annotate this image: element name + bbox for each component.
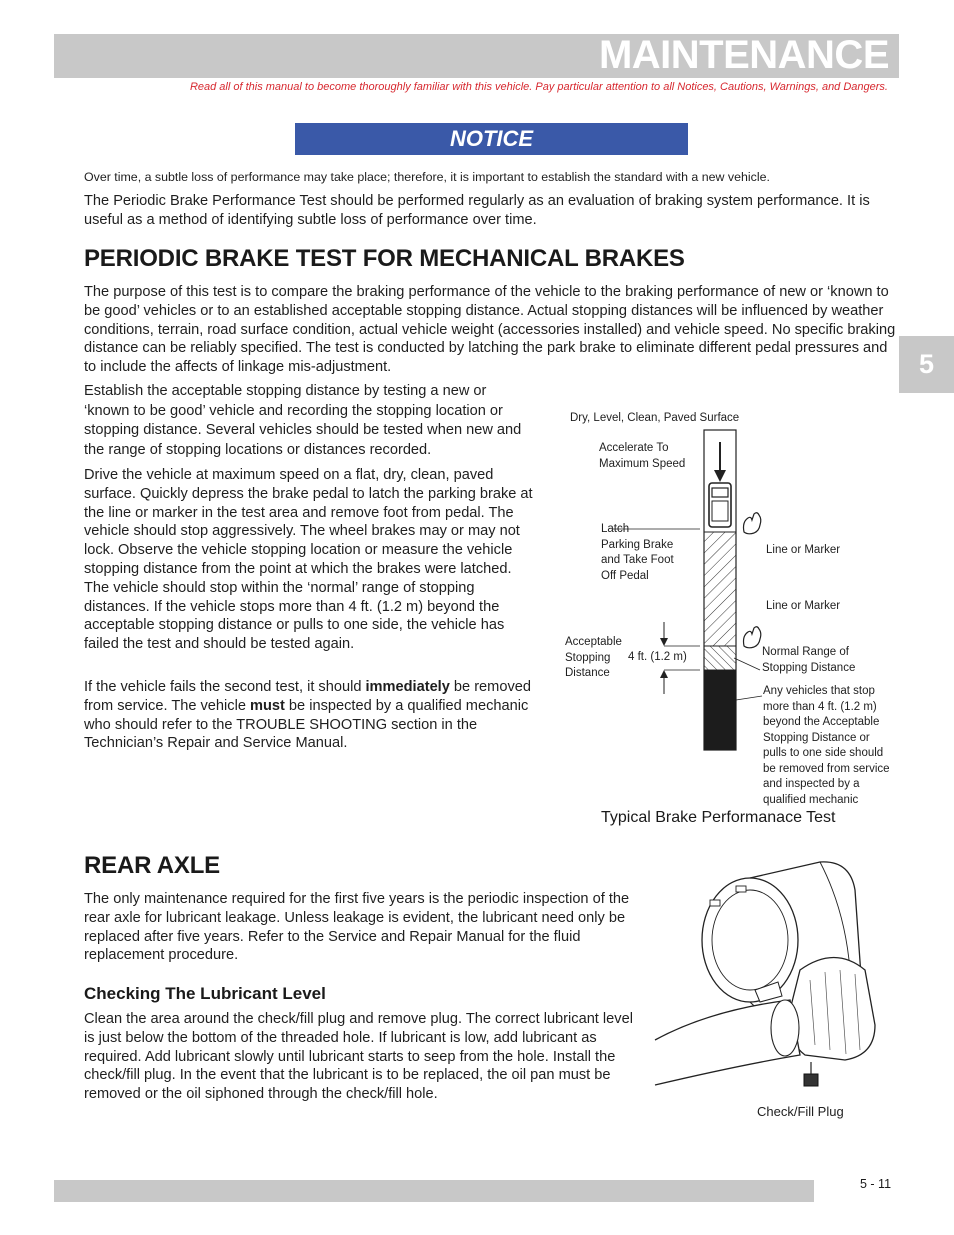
page-number: 5 - 11 [860,1177,892,1191]
diagram-line-marker-2: Line or Marker [766,600,841,612]
diagram-surface-label: Dry, Level, Clean, Paved Surface [570,412,740,424]
header-bar [54,34,899,78]
rear-axle-paragraph: The only maintenance required for the first five years is the periodic inspection of the rear axle for lubricant leakage. Unless leakage is evident, the lubricant need only be replaced after five years. Refer to the Service and Repair Manual for the fluid replacement procedure. [84,891,630,964]
brake-test-para3: If the vehicle fails the second test, it should immediately be removed from service. The vehicle must be inspected by a qualified mechanic who should refer to the TROUBLE SHOOTING section in the Technician’s Repair and Service Manual. [84,679,531,752]
brake-test-heading: PERIODIC BRAKE TEST FOR MECHANICAL BRAKES [84,245,685,272]
marker-hand-icon [744,513,761,534]
rear-axle-heading: REAR AXLE [84,852,220,879]
notice-paragraph: The Periodic Brake Performance Test should be performed regularly as an evaluation of braking system performance. It is useful as a method of identifying subtle loss of performance over time. [84,193,870,228]
brake-test-para1: Establish the acceptable stopping distance by testing a new or ‘known to be good’ vehicle and recording the stopping location or stopping distance. Several vehicles should be tested when new and the range of stopping locations or distances recorded. [84,383,522,458]
diagram-failed-vehicle-note: Any vehicles that stop more than 4 ft. (1.2 m) beyond the Acceptable Stopping Distance or pulls to one side should be removed from service and inspected by a qualified mechanic [763,685,890,806]
page-title: MAINTENANCE [598,33,889,77]
brake-diagram-caption: Typical Brake Performanace Test [601,809,836,826]
lubricant-paragraph: Clean the area around the check/fill plug and remove plug. The correct lubricant level is just below the bottom of the threaded hole. If lubricant is low, add lubricant as required. Add lubricant slowly until lubricant starts to seep from the hole. Install the check/fill plug. In the event that the lubricant is to be replaced, the oil pan must be removed or the oil siphoned through the check/fill hole. [84,1011,633,1103]
check-fill-plug-icon [804,1062,818,1086]
diagram-latch-label: Latch Parking Brake and Take Foot Off Pedal [601,523,674,582]
chapter-number: 5 [918,349,935,379]
marker-hand-icon [744,627,761,648]
footer-bar [54,1180,814,1202]
diagram-accelerate-label: Accelerate To Maximum Speed [599,442,686,470]
diagram-four-ft-label: 4 ft. (1.2 m) [628,651,687,663]
chapter-tab [899,336,954,393]
rear-axle-illustration [650,850,905,1095]
notice-banner [295,123,688,155]
diagram-acceptable-label: Acceptable Stopping Distance [565,636,622,679]
read-manual-notice: Read all of this manual to become thoroughly familiar with this vehicle. Pay particular attention to all Notices, Cautions, Warnings, and Dangers. [189,81,888,93]
check-fill-plug-label: Check/Fill Plug [757,1104,844,1119]
diagram-line-marker-1: Line or Marker [766,544,841,556]
brake-test-para2: Drive the vehicle at maximum speed on a flat, dry, clean, paved surface. Quickly depress the brake pedal to latch the parking brake at the line or marker in the test area and remove foot from pedal. The vehicle should stop aggressively. The wheel brakes may or may not lock. Observe the vehicle stopping location or measure the vehicle stopping distance from the point at which the brakes were latched. The vehicle should stop within the ‘normal’ range of stopping distances. If the vehicle stops more than 4 ft. (1.2 m) beyond the acceptable stopping distance or pulls to one side, the vehicle has failed the test and should be tested again. [84,467,533,653]
diagram-normal-range-label: Normal Range of Stopping Distance [762,646,856,674]
brake-test-intro: The purpose of this test is to compare the braking performance of the vehicle to the braking performance of new or ‘known to be good’ vehicles or to an established acceptable stopping distance. Actual stopping distances will be influenced by weather conditions, terrain, road surface condition, actual vehicle weight (accessories installed) and vehicle speed. No specific braking distance can be reliably specified. The test is conducted by latching the park brake to eliminate different pedal pressures and to include the affects of linkage mis-adjustment. [84,284,896,376]
notice-label: NOTICE [449,126,534,151]
notice-text: Over time, a subtle loss of performance may take place; therefore, it is important to establish the standard with a new vehicle. [84,170,770,184]
lubricant-subheading: Checking The Lubricant Level [84,984,326,1003]
